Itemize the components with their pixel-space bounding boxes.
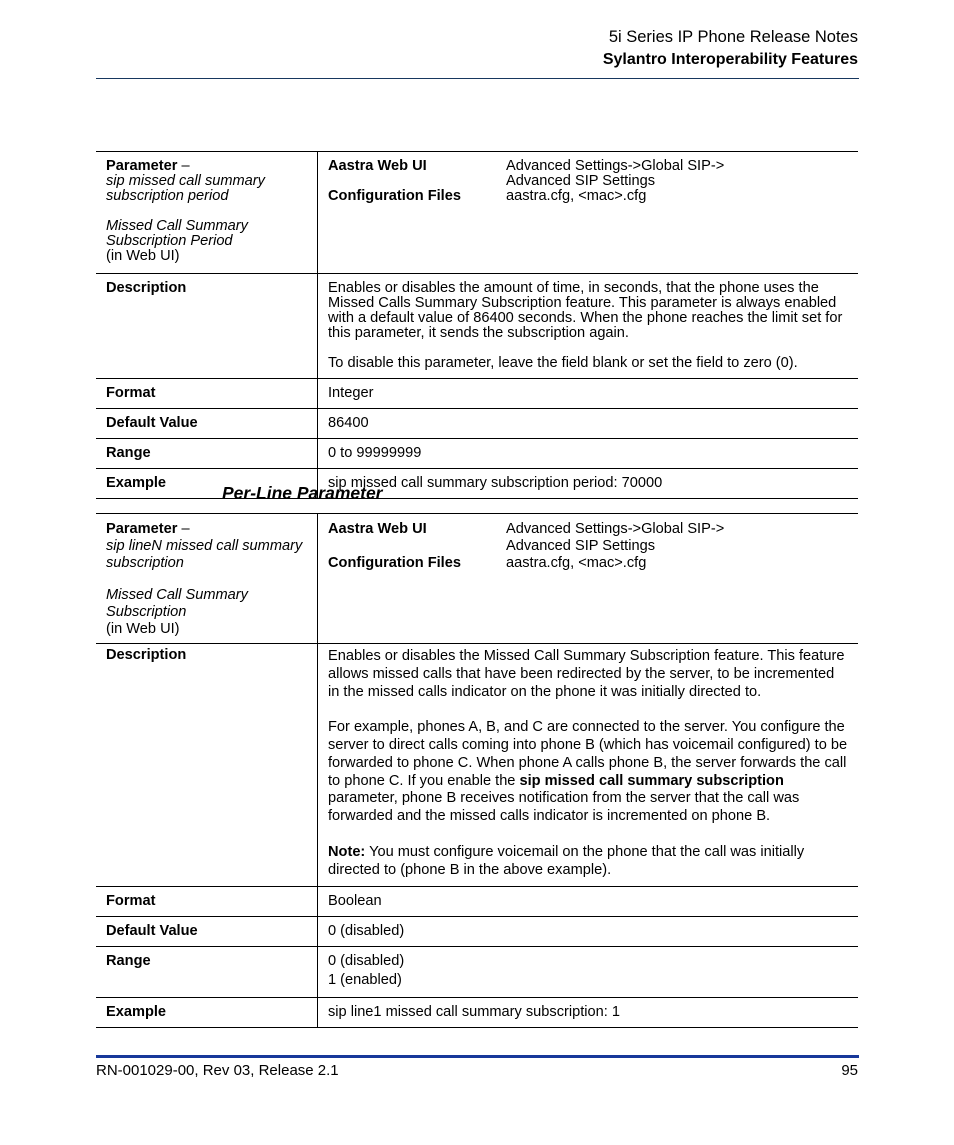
aastra-web-ui-label: Aastra Web UI (328, 521, 427, 537)
description-value (318, 274, 859, 379)
table-row (96, 947, 858, 998)
description-value (318, 644, 859, 887)
description-text: For example, phones A, B, and C are connected to the server. You configure the server to direct calls coming into phone B (which has voicemail configured) to be forwarded to phone C. When phone A calls phone B, the server forwards the call to phone C. If you enable the (328, 719, 848, 789)
format-value: Integer (318, 379, 859, 409)
footer-rule (96, 1055, 859, 1058)
parameter-table-per-line (96, 513, 858, 1028)
parameter-name: sip missed call summary subscription period (106, 173, 265, 204)
default-value-label: Default Value (96, 917, 318, 947)
default-value-label: Default Value (96, 409, 318, 439)
parameter-label: Parameter (106, 521, 178, 537)
format-value: Boolean (318, 887, 859, 917)
webui-name: Missed Call Summary Subscription Period (106, 218, 248, 249)
aastra-web-ui-value (506, 159, 848, 189)
range-label: Range (96, 439, 318, 469)
range-value (318, 947, 859, 998)
location-cell (318, 152, 859, 274)
document-id: RN-001029-00, Rev 03, Release 2.1 (96, 1062, 339, 1079)
range-label: Range (96, 947, 318, 998)
table-row (96, 644, 858, 887)
table-row (96, 514, 858, 644)
webui-name: Missed Call Summary Subscription (106, 587, 248, 620)
description-paragraph: Enables or disables the Missed Call Summary Subscription feature. This feature allows missed calls that have been redirected by the server, to be incremented in the missed calls indicator on the phone it was initially directed to. (328, 648, 845, 700)
note-paragraph (328, 844, 848, 880)
location-cell (318, 514, 859, 644)
parameter-reference: sip missed call summary subscription (519, 772, 784, 789)
example-label: Example (96, 469, 318, 499)
format-label: Format (96, 379, 318, 409)
description-label: Description (96, 274, 318, 379)
table-row (96, 274, 858, 379)
parameter-table-global (96, 151, 858, 499)
parameter-cell (96, 152, 318, 274)
table-row (96, 887, 858, 917)
range-option: 1 (enabled) (328, 972, 402, 989)
section-title: Sylantro Interoperability Features (602, 51, 858, 68)
description-paragraph (328, 719, 848, 826)
location-grid (328, 521, 848, 572)
table-row (96, 998, 858, 1028)
table-row (96, 469, 858, 499)
location-grid (328, 159, 848, 204)
parameter-name: sip lineN missed call summary subscription (106, 538, 303, 571)
aastra-web-ui-label: Aastra Web UI (328, 158, 427, 174)
example-value: sip missed call summary subscription period: 70000 (318, 469, 859, 499)
table-row (96, 917, 858, 947)
description-paragraph: Enables or disables the amount of time, in seconds, that the phone uses the Missed Calls Summary Subscription feature. This parameter is always enabled with a default value of 86400 seconds. When the phone reaches the limit set for this parameter, it sends the subscription again. (328, 280, 843, 341)
config-files-value: aastra.cfg, <mac>.cfg (506, 555, 647, 571)
description-paragraph: To disable this parameter, leave the field blank or set the field to zero (0). (328, 355, 798, 371)
table-row (96, 152, 858, 274)
default-value: 0 (disabled) (318, 917, 859, 947)
config-files-label: Configuration Files (328, 188, 461, 204)
series-title: 5i Series IP Phone Release Notes (608, 28, 858, 46)
description-label: Description (96, 644, 318, 887)
aastra-path-2: Advanced SIP Settings (506, 538, 656, 554)
aastra-web-ui-value (506, 521, 848, 555)
page-number: 95 (841, 1062, 858, 1079)
range-value: 0 to 99999999 (318, 439, 859, 469)
table-row (96, 409, 858, 439)
page-header (603, 26, 858, 72)
aastra-path-1: Advanced Settings->Global SIP-> (506, 521, 725, 537)
config-files-label: Configuration Files (328, 555, 461, 571)
table-row (96, 439, 858, 469)
table-row (96, 379, 858, 409)
parameter-label: Parameter (106, 158, 178, 174)
parameter-dash: – (177, 158, 190, 174)
webui-suffix: (in Web UI) (106, 248, 180, 264)
description-text: parameter, phone B receives notification from the server that the call was forwarded and the missed calls indicator is incremented on phone B. (328, 790, 800, 825)
config-files-value: aastra.cfg, <mac>.cfg (506, 188, 647, 204)
note-label: Note: (328, 843, 366, 860)
webui-suffix: (in Web UI) (106, 621, 180, 637)
parameter-cell (96, 514, 318, 644)
range-option: 0 (disabled) (328, 953, 405, 970)
aastra-path-2: Advanced SIP Settings (506, 173, 656, 189)
example-label: Example (96, 998, 318, 1028)
note-text: You must configure voicemail on the phone that the call was initially directed to (phone B in the above example). (328, 843, 805, 878)
header-rule (96, 78, 859, 79)
parameter-dash: – (177, 521, 190, 537)
example-value: sip line1 missed call summary subscription: 1 (318, 998, 859, 1028)
format-label: Format (96, 887, 318, 917)
per-line-parameter-heading: Per-Line Parameter (222, 483, 383, 503)
default-value: 86400 (318, 409, 859, 439)
aastra-path-1: Advanced Settings->Global SIP-> (506, 158, 725, 174)
